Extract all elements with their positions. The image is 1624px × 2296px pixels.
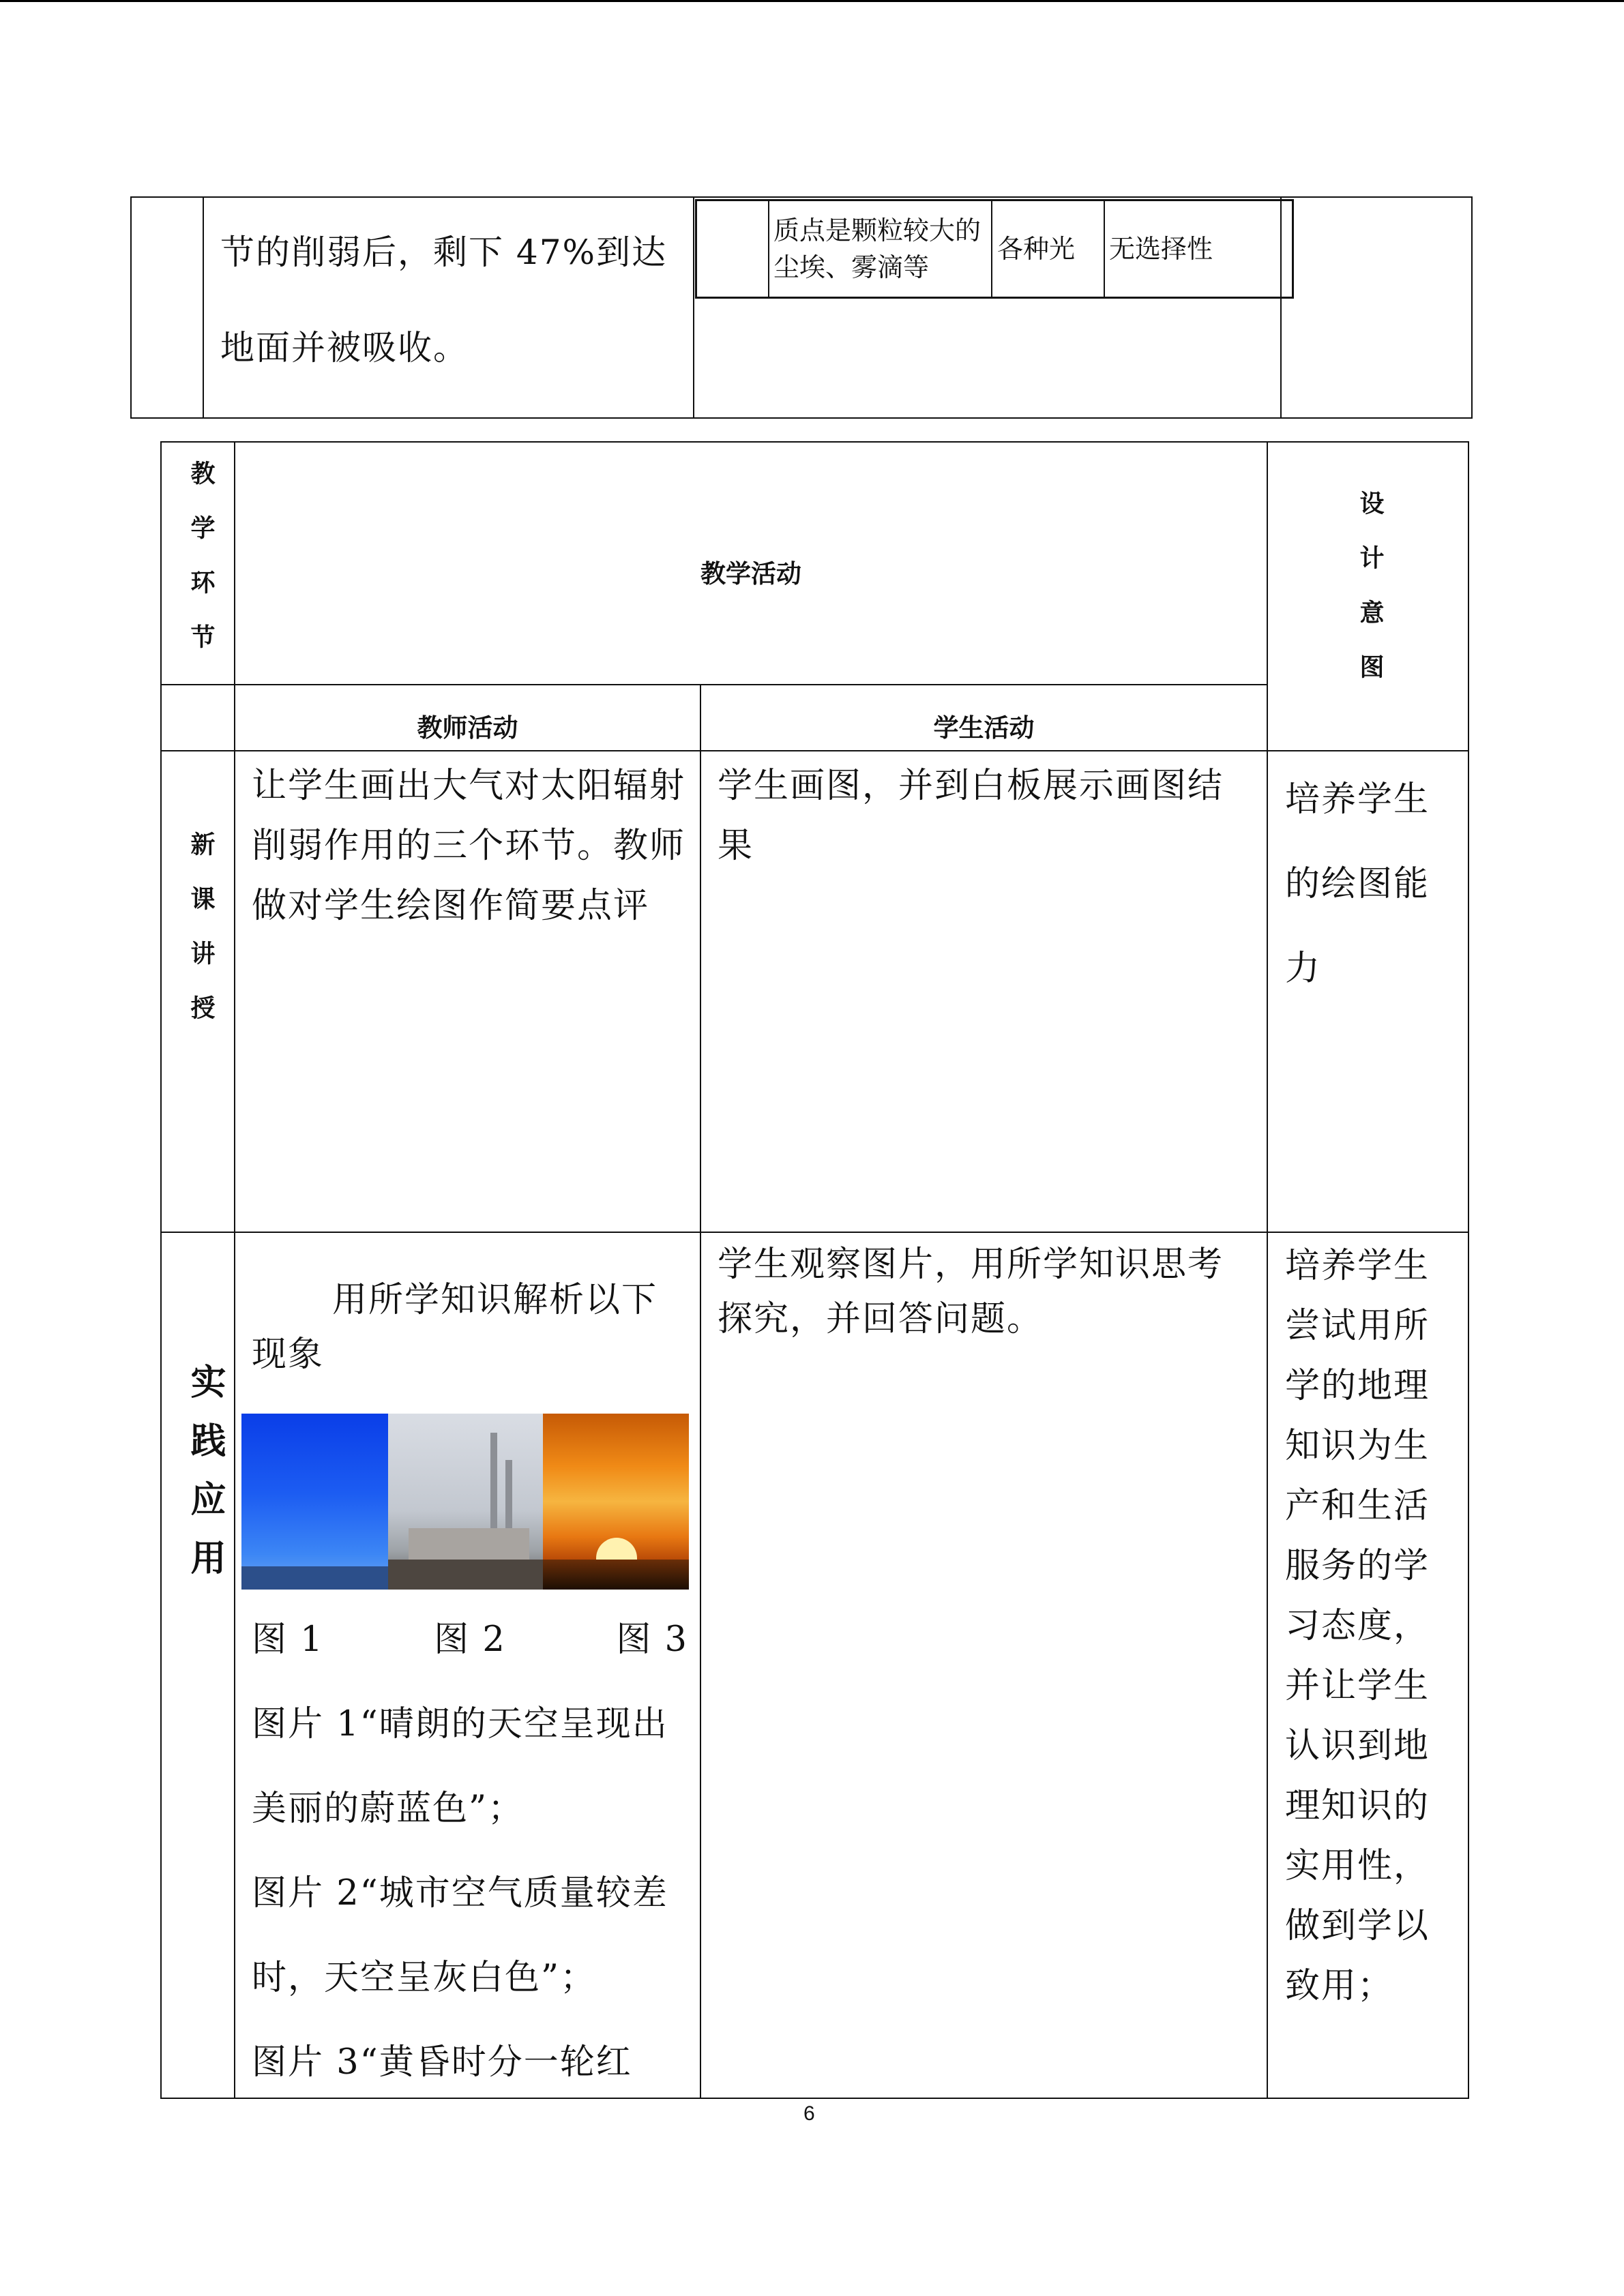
stage-new-lesson: 新课讲授 xyxy=(187,831,215,1049)
design-intent-2: 培养学生尝试用所学的地理知识为生产和生活服务的学习态度，并让学生认识到地理知识的实用性，做到学以致用； xyxy=(1285,1246,1430,2006)
nested-scattering-row xyxy=(695,199,1294,299)
activity-header: 教学活动 xyxy=(700,559,801,588)
teacher-item: 图片 2“城市空气质量较差时，天空呈灰白色”； xyxy=(252,1873,668,1998)
fragment-text xyxy=(220,205,698,396)
hazy-city-sky-photo xyxy=(388,1414,543,1590)
figure-label: 图 1 xyxy=(252,1620,324,1660)
nested-divider xyxy=(1104,201,1105,297)
light-cell: 各种光 xyxy=(997,234,1076,264)
col-divider xyxy=(1267,443,1268,2098)
teacher-item: 图片 1“晴朗的天空呈现出美丽的蔚蓝色”； xyxy=(252,1704,668,1829)
clear-blue-sky-photo xyxy=(241,1414,388,1590)
page-top-border xyxy=(0,0,1624,2)
row-divider xyxy=(162,750,1469,751)
selectivity-cell: 无选择性 xyxy=(1109,234,1213,264)
figure-label: 图 2 xyxy=(434,1620,506,1660)
fragment-line: 节的削弱后，剩下 47%到达 xyxy=(220,233,668,272)
teacher-intro: 用所学知识解析以下现象 xyxy=(252,1280,658,1375)
col-divider xyxy=(234,443,235,2098)
teacher-activity-1: 让学生画出大气对太阳辐射削弱作用的三个环节。教师做对学生绘图作简要点评 xyxy=(252,766,686,926)
row-divider xyxy=(162,1232,1469,1233)
nested-divider xyxy=(768,201,769,297)
teacher-item: 图片 3“黄昏时分一轮红 xyxy=(252,2042,632,2083)
lesson-table xyxy=(160,441,1469,2099)
previous-table-fragment xyxy=(130,196,1473,419)
teacher-header: 教师活动 xyxy=(417,713,518,743)
col-divider xyxy=(700,684,701,2098)
design-intent-1: 培养学生的绘图能力 xyxy=(1285,779,1430,989)
fragment-line: 地面并被吸收。 xyxy=(220,328,469,368)
page-number: 6 xyxy=(803,2102,815,2125)
sunset-sky-photo xyxy=(543,1414,689,1590)
stage-practice: 实践应用 xyxy=(184,1363,225,1598)
student-activity-2: 学生观察图片，用所学知识思考探究，并回答问题。 xyxy=(718,1244,1224,1339)
stage-header: 教学环节 xyxy=(187,460,215,679)
col-divider xyxy=(203,198,204,417)
teacher-items xyxy=(252,1682,688,2105)
figure-photo-strip xyxy=(241,1414,689,1590)
figure-label: 图 3 xyxy=(616,1620,688,1660)
student-header: 学生活动 xyxy=(933,713,1035,743)
intent-header: 设计意图 xyxy=(1356,490,1384,709)
particle-cell: 质点是颗粒较大的尘埃、雾滴等 xyxy=(773,215,981,282)
nested-divider xyxy=(1280,201,1282,297)
figure-labels xyxy=(252,1606,688,1674)
row-divider xyxy=(162,684,1267,685)
student-activity-1: 学生画图，并到白板展示画图结果 xyxy=(718,766,1224,866)
nested-divider xyxy=(991,201,992,297)
